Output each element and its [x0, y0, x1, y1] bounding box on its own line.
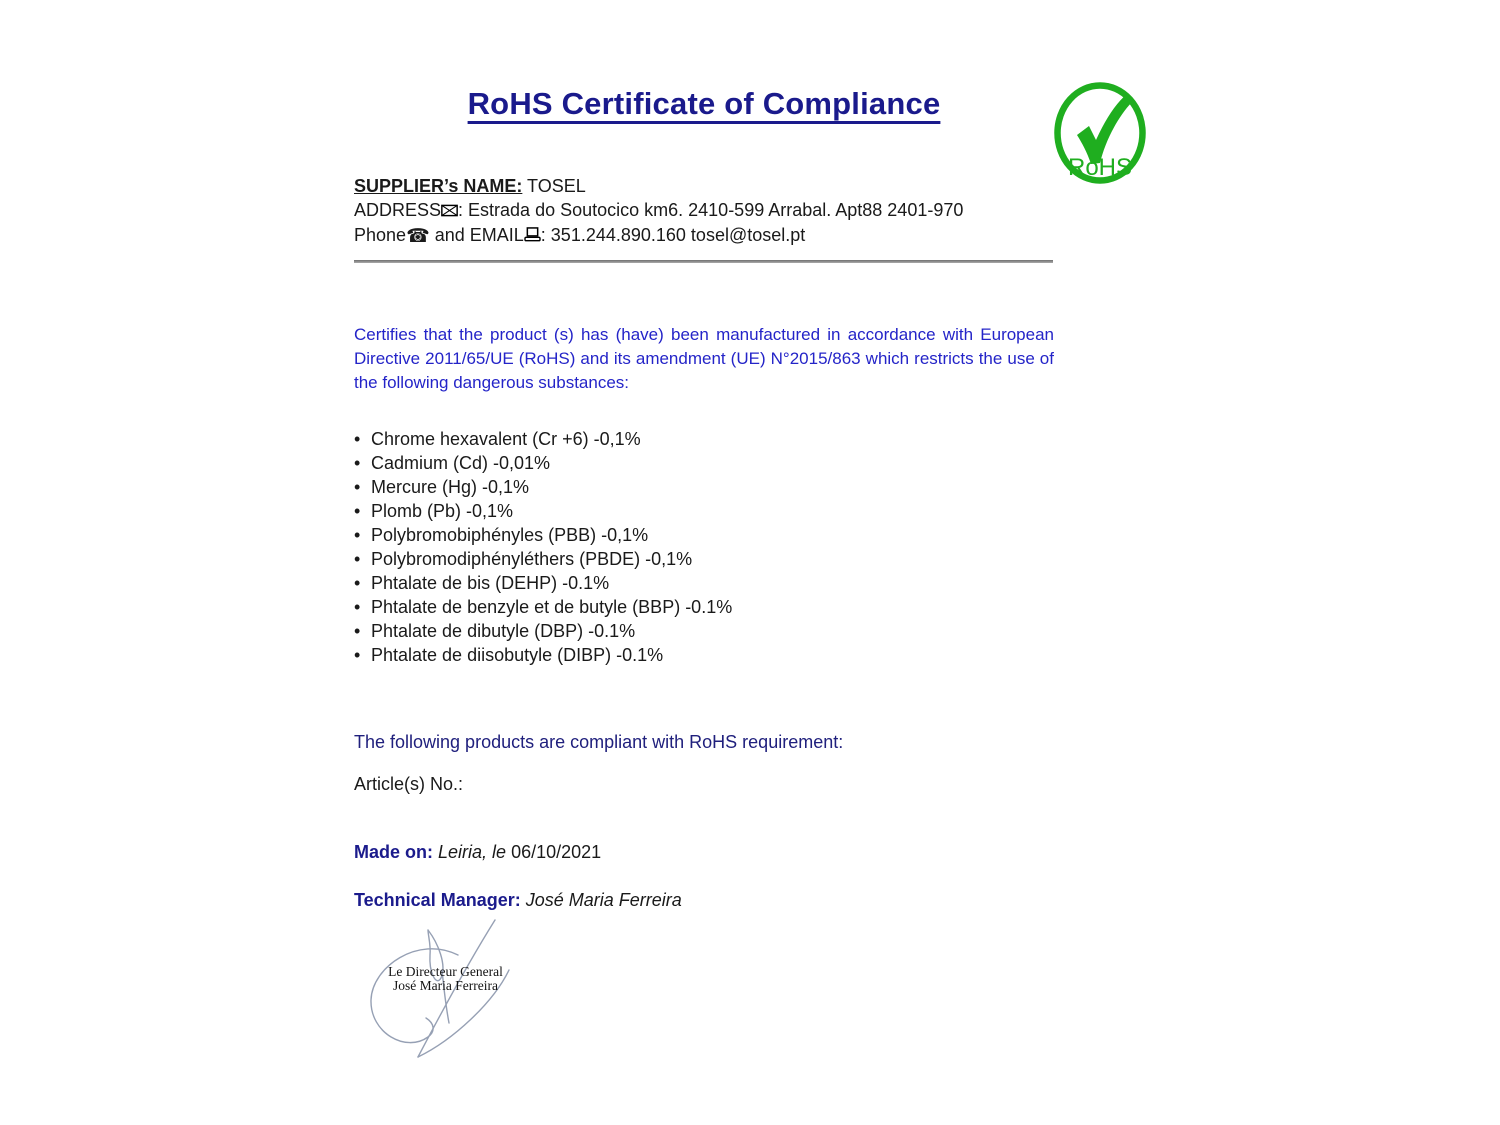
made-on-line [354, 842, 1054, 863]
list-item: • Phtalate de bis (DEHP) -0.1% [354, 571, 1054, 595]
rohs-logo-label: RoHS [1067, 154, 1133, 181]
email-label: and EMAIL [429, 225, 524, 245]
signature-text [378, 965, 513, 993]
list-item: • Polybromodiphényléthers (PBDE) -0,1% [354, 547, 1054, 571]
made-on-date: 06/10/2021 [511, 842, 602, 862]
made-on-place: Leiria, le [438, 842, 507, 862]
rohs-logo [1052, 80, 1148, 188]
list-item: • Phtalate de benzyle et de butyle (BBP) -0.1% [354, 595, 1054, 619]
address-label: ADDRESS [354, 200, 442, 220]
supplier-name-line [354, 174, 1064, 198]
title-wrap [354, 86, 1054, 122]
phone-icon: ☎ [406, 226, 430, 247]
list-item: • Phtalate de dibutyle (DBP) -0.1% [354, 619, 1054, 643]
signature-title: Le Directeur General [388, 964, 503, 979]
compliance-line: The following products are compliant with RoHS requirement: [354, 732, 844, 752]
list-item: • Polybromobiphényles (PBB) -0,1% [354, 523, 1054, 547]
certification-statement: Certifies that the product (s) has (have) been manufactured in accordance with European Directive 2011/65/UE (RoHS) and its amendment (UE) N°2015/863 which restricts the use of the following dangerous substances: [354, 325, 1054, 392]
technical-manager-value: José Maria Ferreira [525, 890, 682, 910]
substances-list [354, 427, 1054, 667]
made-on-label: Made on: [354, 842, 433, 862]
technical-manager-line [354, 890, 1054, 911]
signature-block [358, 915, 523, 1065]
supplier-address-line [354, 198, 1064, 223]
supplier-name-value: TOSEL [527, 176, 586, 196]
list-item: • Phtalate de diisobutyle (DIBP) -0.1% [354, 643, 1054, 667]
supplier-block [354, 174, 1064, 248]
rohs-check-icon [1052, 80, 1148, 188]
signature-name: José Maria Ferreira [393, 978, 498, 993]
technical-manager-label: Technical Manager: [354, 890, 521, 910]
list-item: • Cadmium (Cd) -0,01% [354, 451, 1054, 475]
separator-rule [354, 260, 1053, 263]
supplier-contact-line [354, 223, 1064, 248]
computer-icon [524, 224, 541, 248]
list-item: • Plomb (Pb) -0,1% [354, 499, 1054, 523]
address-value: : Estrada do Soutocico km6. 2410-599 Arrabal. Apt88 2401-970 [458, 200, 964, 220]
supplier-name-label: SUPPLIER’s NAME: [354, 176, 523, 196]
list-item: • Chrome hexavalent (Cr +6) -0,1% [354, 427, 1054, 451]
article-number-line: Article(s) No.: [354, 774, 464, 794]
contact-value: : 351.244.890.160 tosel@tosel.pt [540, 225, 806, 245]
page-title: RoHS Certificate of Compliance [467, 86, 941, 121]
envelope-icon [441, 199, 458, 223]
phone-label: Phone [354, 225, 407, 245]
list-item: • Mercure (Hg) -0,1% [354, 475, 1054, 499]
